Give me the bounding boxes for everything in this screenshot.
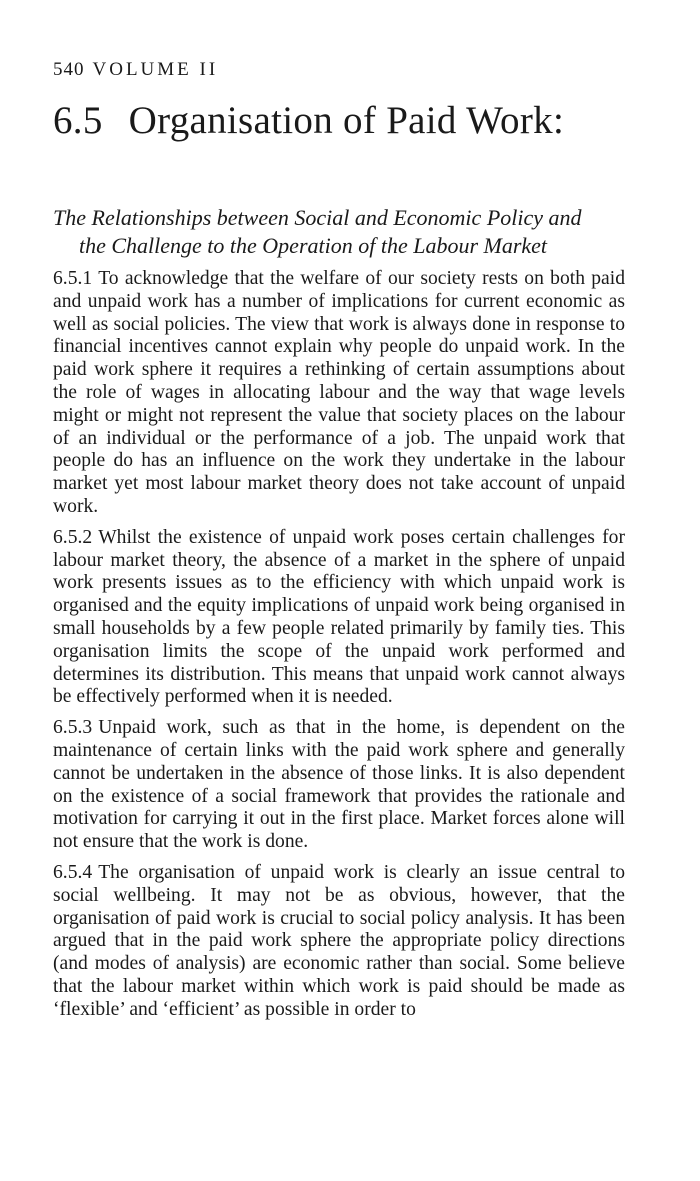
subtitle-line-1: The Relationships between Social and Economic Policy and	[53, 205, 582, 230]
paragraph-6-5-3	[53, 717, 625, 854]
paragraph-text: Whilst the existence of unpaid work poses certain challenges for labour market theory, the absence of a market in the sphere of unpaid work presents issues as to the efficiency with which unpaid work is organised and the equity implications of unpaid work being organised in small households by a few people related primarily by family ties. This organisation limits the scope of the unpaid work performed and determines its distribution. This means that unpaid work cannot always be effectively performed when it is needed.	[53, 526, 625, 708]
paragraph-number: 6.5.3	[53, 717, 93, 739]
paragraph-6-5-2	[53, 527, 625, 709]
page-number: 540	[53, 59, 85, 80]
document-page	[53, 58, 625, 1030]
paragraph-number: 6.5.4	[53, 861, 93, 883]
section-heading	[53, 98, 625, 144]
paragraph-number: 6.5.1	[53, 268, 93, 289]
paragraph-number: 6.5.2	[53, 526, 93, 548]
paragraph-text: The organisation of unpaid work is clearly an issue central to social wellbeing. It may not be as obvious, however, that the organisation of paid work is crucial to social policy analysis. It has been argued that in the paid work sphere the appropriate policy directions (and modes of analysis) are economic rather than social. Some believe that the labour market within which work is paid should be made as ‘flexible’ and ‘efficient’ as possible in order to	[53, 861, 625, 1020]
subtitle-line-2: the Challenge to the Operation of the Labour Market	[79, 233, 548, 258]
paragraph-text: Unpaid work, such as that in the home, is dependent on the maintenance of certain links with the paid work sphere and generally cannot be undertaken in the absence of those links. It is also dependent on the existence of a social framework that provides the rationale and motivation for carrying it out in the first place. Market forces alone will not ensure that the work is done.	[53, 717, 625, 853]
paragraph-6-5-1	[53, 268, 625, 519]
section-number: 6.5	[53, 99, 103, 142]
section-title: Organisation of Paid Work:	[128, 99, 565, 142]
section-subtitle	[53, 204, 625, 260]
paragraph-text: To acknowledge that the welfare of our society rests on both paid and unpaid work has a number of implications for current economic as well as social policies. The view that work is always done in response to financial incentives cannot explain why people do unpaid work. In the paid work sphere it requires a rethinking of certain assumptions about the role of wages in allocating labour and the way that wage levels might or might not represent the value that society places on the labour of an individual or the performance of a job. The unpaid work that people do has an influence on the work they undertake in the labour market yet most labour market theory does not take account of unpaid work.	[53, 268, 625, 517]
volume-label: VOLUME II	[92, 59, 219, 80]
running-header	[53, 58, 625, 82]
paragraph-6-5-4	[53, 862, 625, 1022]
